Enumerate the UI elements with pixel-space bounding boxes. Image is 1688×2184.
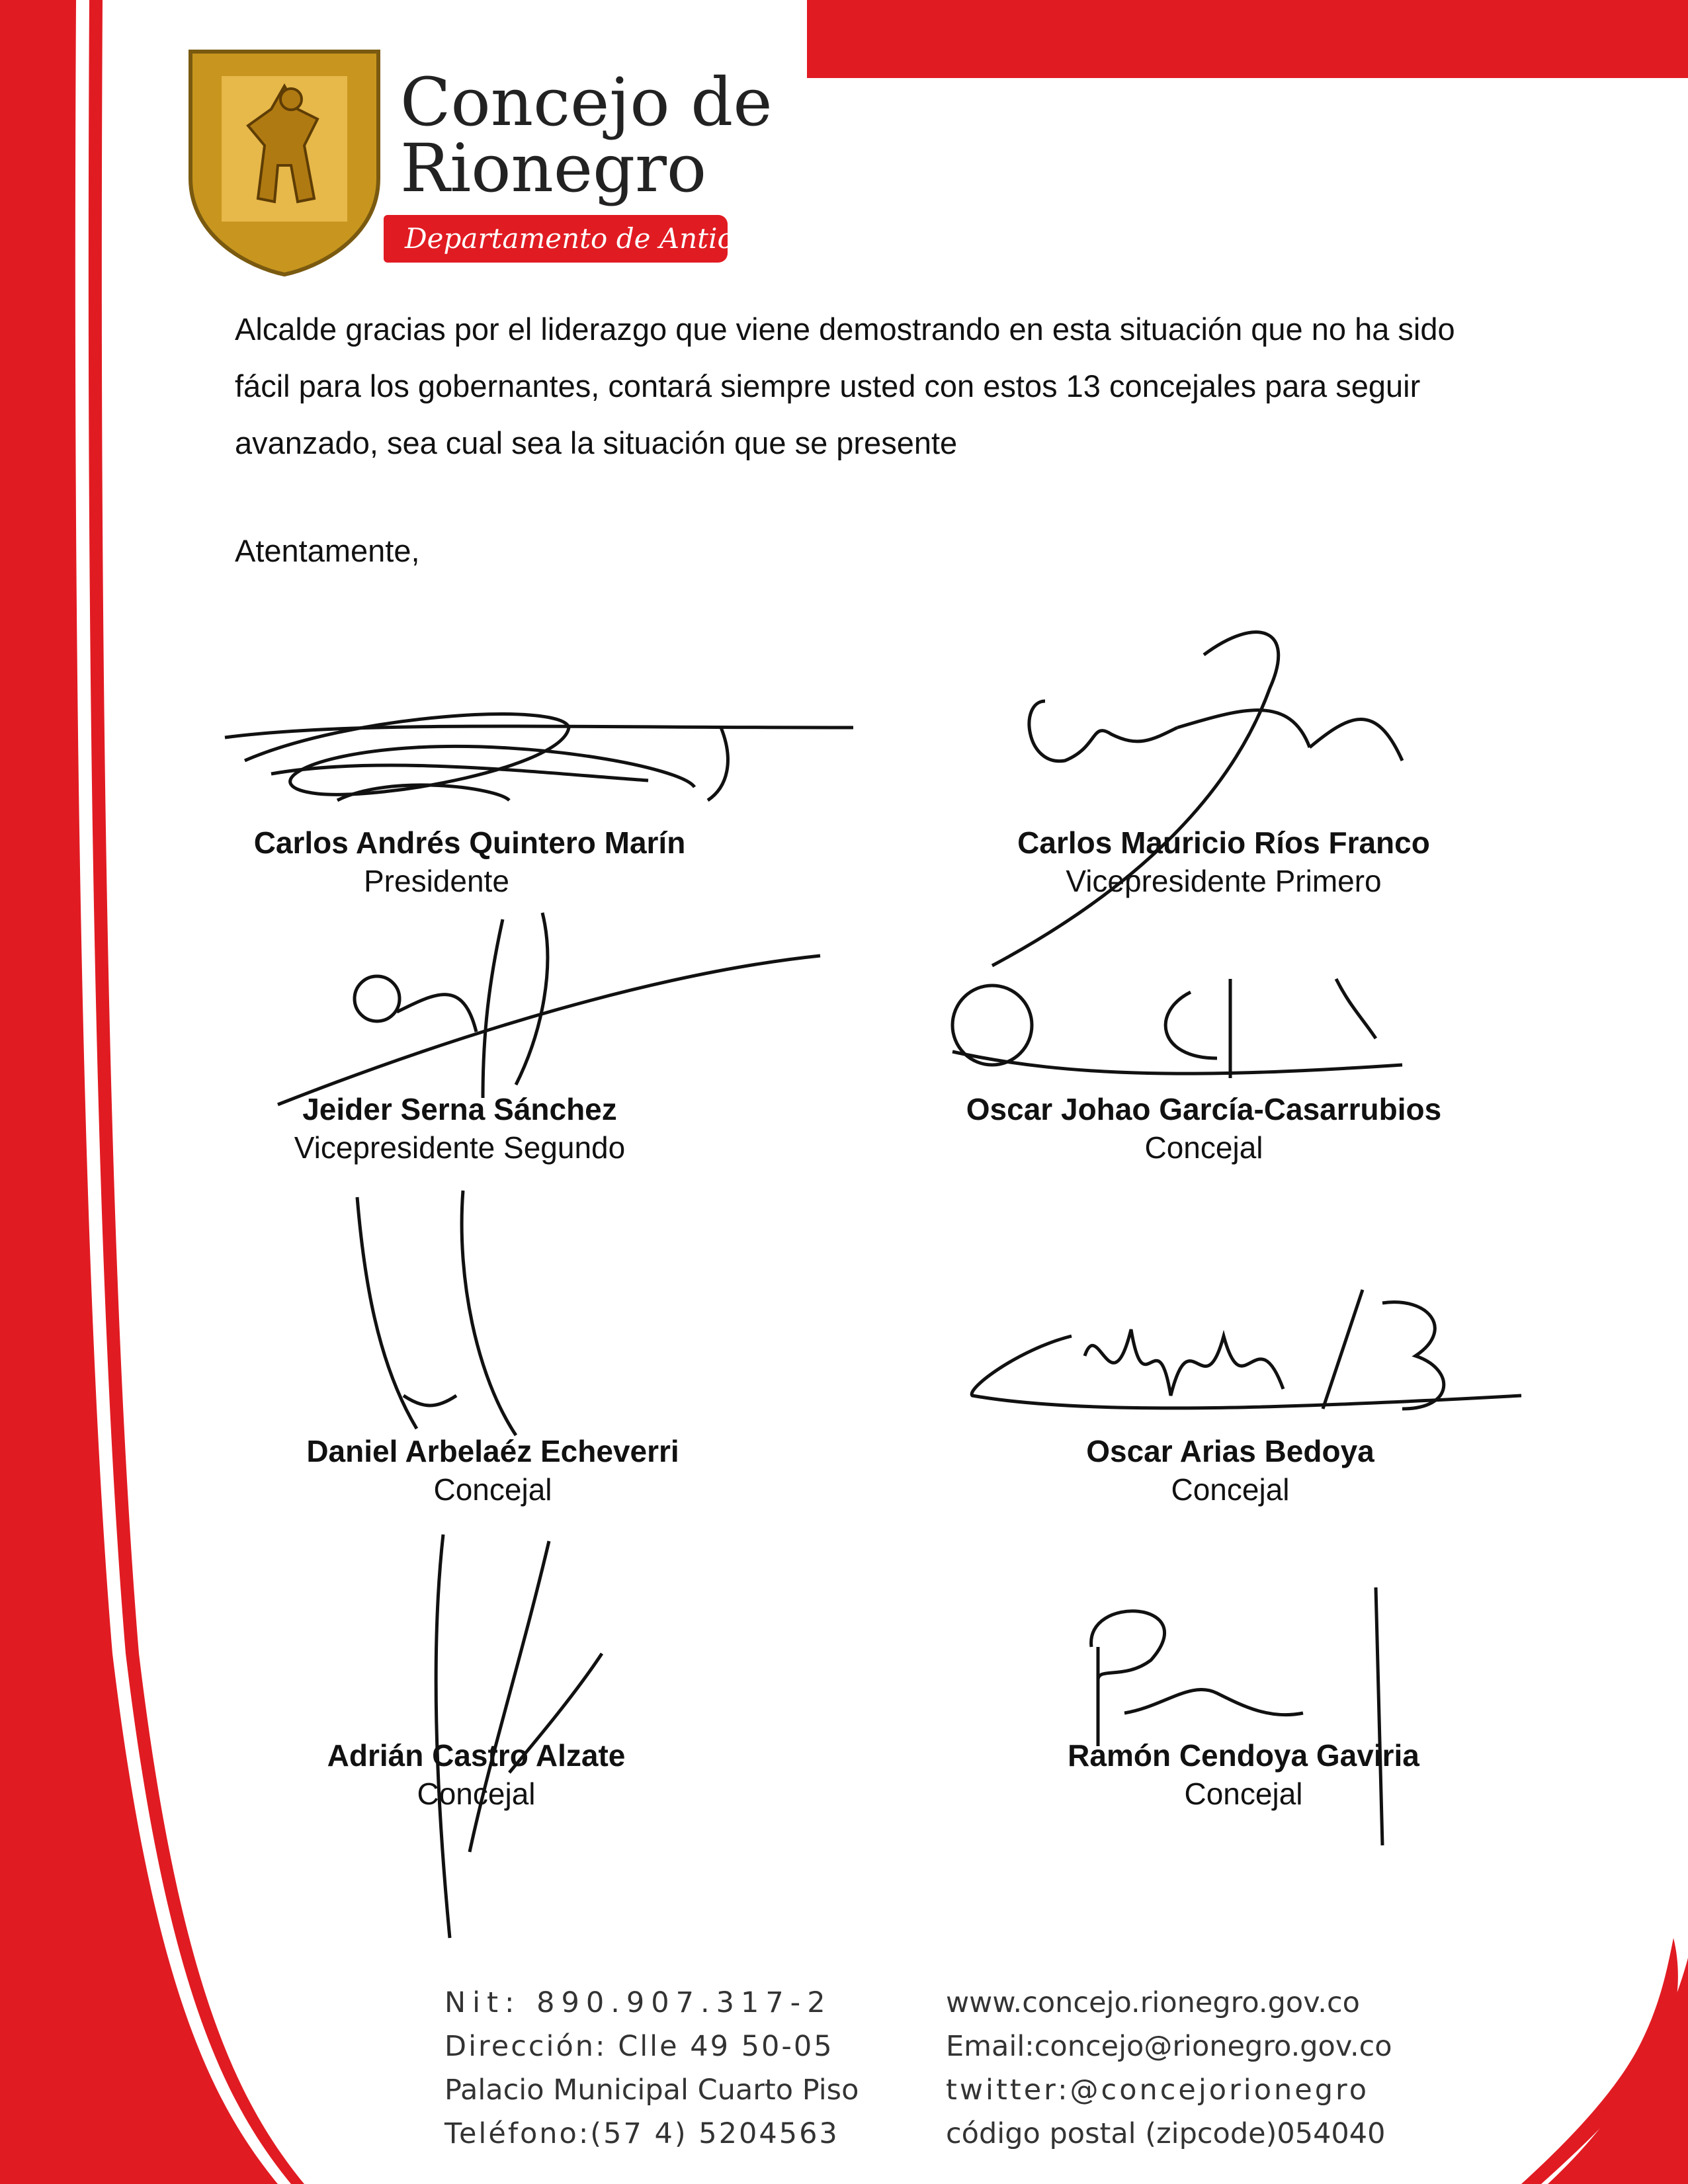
signatory-6	[1045, 1432, 1415, 1509]
signatory-name: Carlos Mauricio Ríos Franco	[1017, 825, 1430, 860]
signatory-name: Carlos Andrés Quintero Marín	[253, 825, 686, 860]
signatory-role: Concejal	[1184, 1777, 1303, 1811]
signatory-role: Vicepresidente Segundo	[294, 1130, 626, 1165]
brand-subtitle: Departamento de Antioquia	[384, 215, 728, 263]
signatory-name: Ramón Cendoya Gaviria	[1068, 1738, 1419, 1773]
signatory-role: Concejal	[417, 1777, 536, 1811]
footer-email[interactable]: Email:concejo@rionegro.gov.co	[946, 2030, 1392, 2063]
footer-postal: código postal (zipcode)054040	[946, 2117, 1386, 2150]
footer-contact-right	[946, 1981, 1422, 2156]
council-logo	[185, 46, 796, 278]
letter-closing: Atentamente,	[235, 533, 420, 568]
footer-address: Dirección: Clle 49 50-05	[444, 2030, 834, 2063]
signatory-name: Adrián Castro Alzate	[327, 1738, 626, 1773]
signature-cendoya	[1072, 1581, 1429, 1859]
signature-arbelaez	[331, 1177, 556, 1442]
letter-paragraph: Alcalde gracias por el liderazgo que viene demostrando en esta situación que no ha sido fácil para los gobernantes, contará siempre usted con estos 13 concejales para seguir avanzado, sea cual sea la situación que se presente	[235, 312, 1455, 460]
signatory-name: Jeider Serna Sánchez	[302, 1092, 617, 1126]
footer-twitter[interactable]: twitter:@concejorionegro	[946, 2074, 1370, 2107]
signatory-name: Oscar Johao García-Casarrubios	[966, 1092, 1442, 1126]
signature-quintero	[218, 675, 866, 827]
signatory-2	[986, 823, 1462, 900]
signatory-role: Presidente	[364, 864, 509, 898]
footer-phone: Teléfono:(57 4) 5204563	[444, 2117, 839, 2150]
signature-rios	[979, 615, 1455, 986]
signatory-name: Daniel Arbelaéz Echeverri	[306, 1434, 679, 1468]
signatory-4	[939, 1090, 1468, 1167]
signatory-role: Vicepresidente Primero	[1066, 864, 1382, 898]
coat-of-arms-icon	[185, 46, 384, 278]
signatory-role: Concejal	[1171, 1472, 1290, 1507]
signatory-role: Concejal	[1144, 1130, 1263, 1165]
signatory-1	[235, 823, 704, 900]
footer-contact-left	[444, 1981, 881, 2156]
signature-arias	[952, 1277, 1535, 1449]
signatory-7	[288, 1736, 665, 1813]
signature-serna	[265, 900, 833, 1118]
footer-building: Palacio Municipal Cuarto Piso	[444, 2074, 859, 2107]
signature-castro	[390, 1521, 628, 1945]
signatory-8	[1058, 1736, 1429, 1813]
footer-nit: Nit: 890.907.317-2	[444, 1986, 832, 2019]
signatory-name: Oscar Arias Bedoya	[1086, 1434, 1374, 1468]
footer-website[interactable]: www.concejo.rionegro.gov.co	[946, 1986, 1360, 2019]
signatory-3	[268, 1090, 652, 1167]
signatory-role: Concejal	[433, 1472, 552, 1507]
brand-title: Concejo de Rionegro	[400, 63, 773, 207]
signatory-5	[278, 1432, 708, 1509]
signature-garcia	[939, 966, 1415, 1111]
